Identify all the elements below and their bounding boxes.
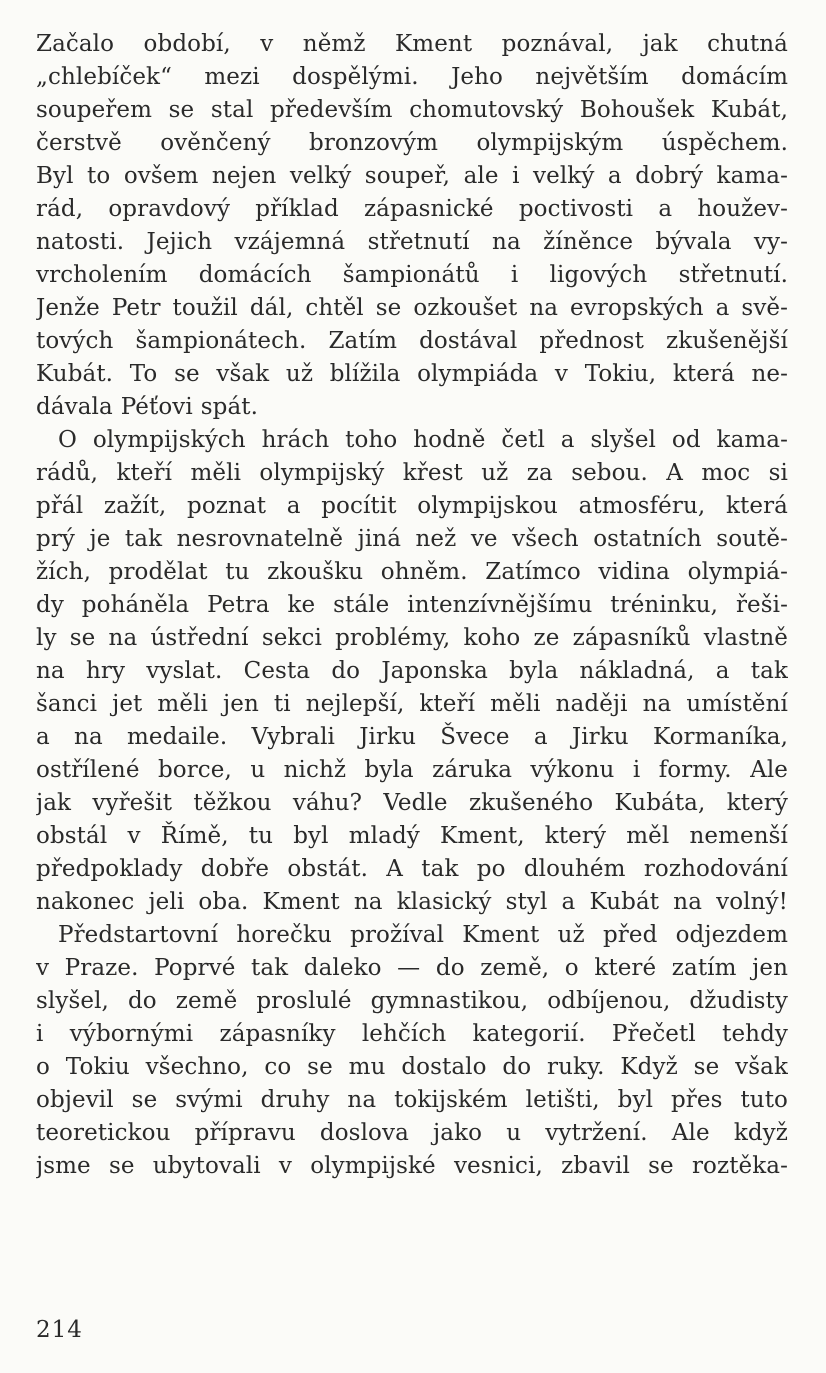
text-line: jsme se ubytovali v olympijské vesnici, zbavil se roztěka- [36, 1153, 788, 1179]
text-line: v Praze. Poprvé tak daleko — do země, o které zatím jen [36, 955, 788, 981]
text-line: Jenže Petr toužil dál, chtěl se ozkoušet na evropských a svě- [36, 295, 788, 321]
text-line: natosti. Jejich vzájemná střetnutí na žíněnce bývala vy- [36, 229, 788, 255]
paragraph-1 [36, 28, 788, 424]
text-line: Předstartovní horečku prožíval Kment už před odjezdem [58, 922, 788, 948]
text-line: soupeřem se stal především chomutovský Bohoušek Kubát, [36, 97, 788, 123]
page-number: 214 [36, 1317, 83, 1343]
text-line: přál zažít, poznat a pocítit olympijskou atmosféru, která [36, 493, 788, 519]
text-line: na hry vyslat. Cesta do Japonska byla nákladná, a tak [36, 658, 788, 684]
text-line: Byl to ovšem nejen velký soupeř, ale i velký a dobrý kama- [36, 163, 788, 189]
text-line: slyšel, do země proslulé gymnastikou, odbíjenou, džudisty [36, 988, 788, 1014]
paragraph-2 [36, 424, 788, 919]
text-line: a na medaile. Vybrali Jirku Švece a Jirku Kormaníka, [36, 724, 788, 750]
text-line: teoretickou přípravu doslova jako u vytržení. Ale když [36, 1120, 788, 1146]
text-line: prý je tak nesrovnatelně jiná než ve všech ostatních soutě- [36, 526, 788, 552]
text-line: o Tokiu všechno, co se mu dostalo do ruky. Když se však [36, 1054, 788, 1080]
text-line: předpoklady dobře obstát. A tak po dlouhém rozhodování [36, 856, 788, 882]
text-line: Kubát. To se však už blížila olympiáda v Tokiu, která ne- [36, 361, 788, 387]
text-line: dávala Péťovi spát. [36, 394, 259, 420]
text-line: ly se na ústřední sekci problémy, koho ze zápasníků vlastně [36, 625, 788, 651]
body-text [36, 28, 788, 1183]
text-line: jak vyřešit těžkou váhu? Vedle zkušeného Kubáta, který [36, 790, 788, 816]
text-line: ostřílené borce, u nichž byla záruka výkonu i formy. Ale [36, 757, 788, 783]
text-line: tových šampionátech. Zatím dostával přednost zkušenější [36, 328, 788, 354]
paragraph-3 [36, 919, 788, 1183]
text-line: šanci jet měli jen ti nejlepší, kteří měli naději na umístění [36, 691, 788, 717]
text-line: rád, opravdový příklad zápasnické poctivosti a houžev- [36, 196, 788, 222]
text-line: dy poháněla Petra ke stále intenzívnějšímu tréninku, řeši- [36, 592, 788, 618]
text-line: O olympijských hrách toho hodně četl a slyšel od kama- [58, 427, 788, 453]
text-line: čerstvě ověnčený bronzovým olympijským úspěchem. [36, 130, 788, 156]
text-line: vrcholením domácích šampionátů i ligových střetnutí. [36, 262, 788, 288]
text-line: Začalo období, v němž Kment poznával, jak chutná [36, 31, 788, 57]
text-line: i výbornými zápasníky lehčích kategorií. Přečetl tehdy [36, 1021, 788, 1047]
text-line: nakonec jeli oba. Kment na klasický styl a Kubát na volný! [36, 889, 788, 915]
text-line: žích, prodělat tu zkoušku ohněm. Zatímco vidina olympiá- [36, 559, 788, 585]
text-line: obstál v Římě, tu byl mladý Kment, který měl nemenší [36, 823, 788, 849]
text-line: „chlebíček“ mezi dospělými. Jeho největším domácím [36, 64, 788, 90]
text-line: rádů, kteří měli olympijský křest už za sebou. A moc si [36, 460, 788, 486]
text-line: objevil se svými druhy na tokijském letišti, byl přes tuto [36, 1087, 788, 1113]
